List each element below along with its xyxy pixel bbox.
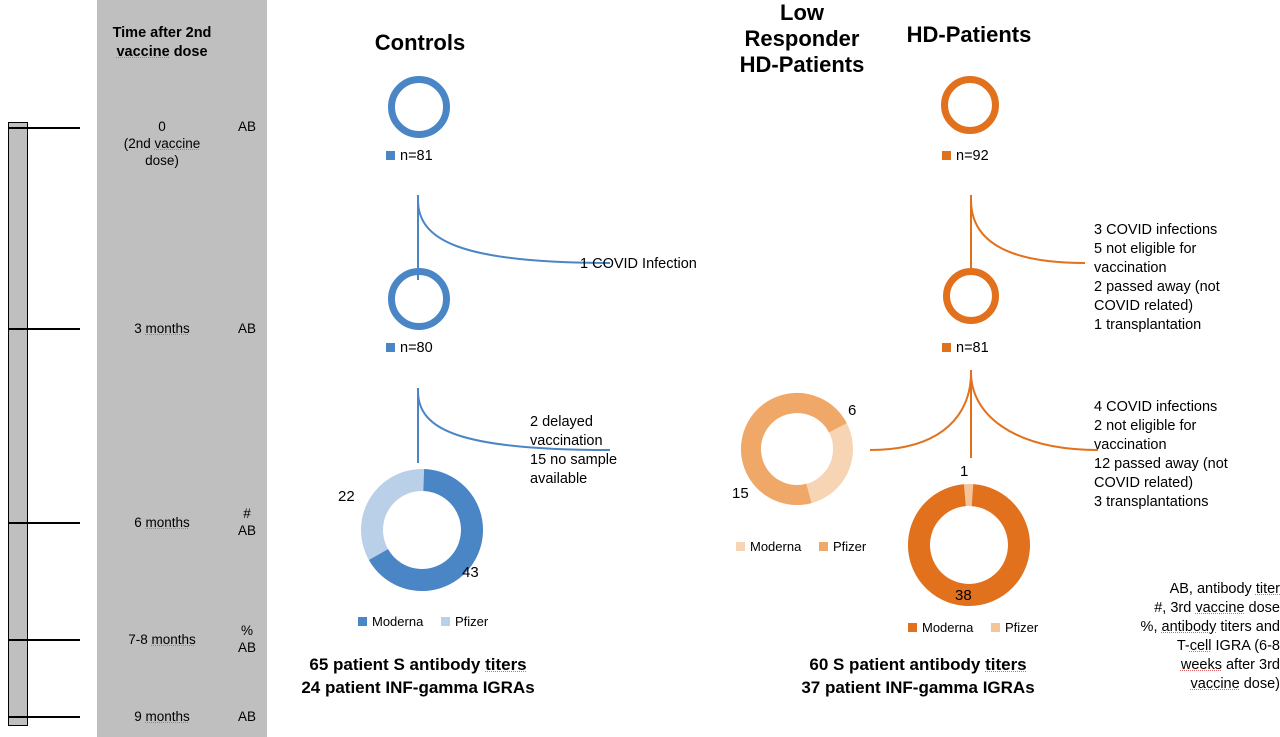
ab-label-0: AB — [237, 119, 256, 134]
hd-node-ring-0 — [941, 76, 999, 134]
ab-label-9mo: AB — [237, 709, 256, 724]
low-responder-donut-legend: Moderna Pfizer — [736, 539, 866, 554]
controls-donut-value-pfizer: 22 — [338, 488, 355, 505]
hd-node-label-0: n=92 — [942, 148, 989, 164]
low-responder-donut-value-pfizer: 6 — [848, 402, 857, 419]
timeline-tick-6mo — [8, 522, 80, 524]
controls-node-ring-0 — [388, 76, 450, 138]
hd-dropout-note-1: 4 COVID infections 2 not eligible for vaccination 12 passed away (not COVID related) 3 transplantations — [1094, 399, 1228, 510]
low-responder-donut-value-moderna: 15 — [732, 485, 749, 502]
controls-dropout-note-0: 1 COVID Infection — [580, 256, 697, 272]
pfizer-swatch-icon-lr — [819, 542, 828, 551]
footnote: AB, antibody titer #, 3rd vaccine dose %, antibody titers and T-cell IGRA (6-8 weeks after 3rd vaccine dose) — [1140, 581, 1280, 692]
low-responder-donut-chart — [738, 390, 856, 508]
timeline-bar — [8, 122, 28, 726]
hd-donut-value-moderna: 38 — [955, 587, 972, 604]
ab-label-6mo: # AB — [237, 506, 256, 538]
time-label-0: 0 (2nd vaccine dose) — [123, 119, 201, 168]
timeline-tick-3mo — [8, 328, 80, 330]
controls-node-ring-1 — [388, 268, 450, 330]
hd-connector-1 — [860, 370, 1100, 460]
controls-node-label-0: n=81 — [386, 148, 433, 164]
group-title-controls: Controls — [374, 30, 466, 55]
moderna-swatch-icon-lr — [736, 542, 745, 551]
timeline-tick-78mo — [8, 639, 80, 641]
legend-swatch-controls-2 — [386, 343, 395, 352]
legend-swatch-hd — [942, 151, 951, 160]
time-label-3mo: 3 months — [134, 321, 190, 336]
controls-summary: 65 patient S antibody titers 24 patient INF-gamma IGRAs — [301, 655, 535, 697]
hd-summary: 60 S patient antibody titers 37 patient INF-gamma IGRAs — [801, 655, 1035, 697]
group-title-hd-patients: HD-Patients — [906, 22, 1032, 47]
controls-donut-value-moderna: 43 — [462, 564, 479, 581]
ab-label-3mo: AB — [237, 321, 256, 336]
hd-dropout-note-0: 3 COVID infections 5 not eligible for vaccination 2 passed away (not COVID related) 1 transplantation — [1094, 222, 1220, 333]
hd-node-label-1: n=81 — [942, 340, 989, 356]
moderna-swatch-icon-hd — [908, 623, 917, 632]
pfizer-swatch-icon-hd — [991, 623, 1000, 632]
legend-swatch-hd-2 — [942, 343, 951, 352]
time-label-6mo: 6 months — [134, 515, 190, 530]
time-label-9mo: 9 months — [134, 709, 190, 724]
legend-swatch-controls — [386, 151, 395, 160]
controls-donut-legend: Moderna Pfizer — [358, 614, 488, 629]
moderna-swatch-icon — [358, 617, 367, 626]
hd-donut-legend: Moderna Pfizer — [908, 620, 1038, 635]
controls-dropout-note-1: 2 delayed vaccination 15 no sample available — [530, 414, 618, 487]
hd-node-ring-1 — [943, 268, 999, 324]
time-column-background — [97, 0, 227, 737]
controls-node-label-1: n=80 — [386, 340, 433, 356]
timeline-tick-9mo — [8, 716, 80, 718]
hd-donut-value-pfizer: 1 — [960, 463, 969, 480]
time-label-78mo: 7-8 months — [128, 632, 196, 647]
time-column-header: Time after 2nd vaccine dose — [112, 25, 212, 60]
group-title-low-responder: Low Responder HD-Patients — [739, 0, 865, 77]
ab-label-78mo: % AB — [237, 623, 256, 655]
timeline-tick-0 — [8, 127, 80, 129]
hd-connector-0 — [905, 195, 1090, 285]
pfizer-swatch-icon — [441, 617, 450, 626]
